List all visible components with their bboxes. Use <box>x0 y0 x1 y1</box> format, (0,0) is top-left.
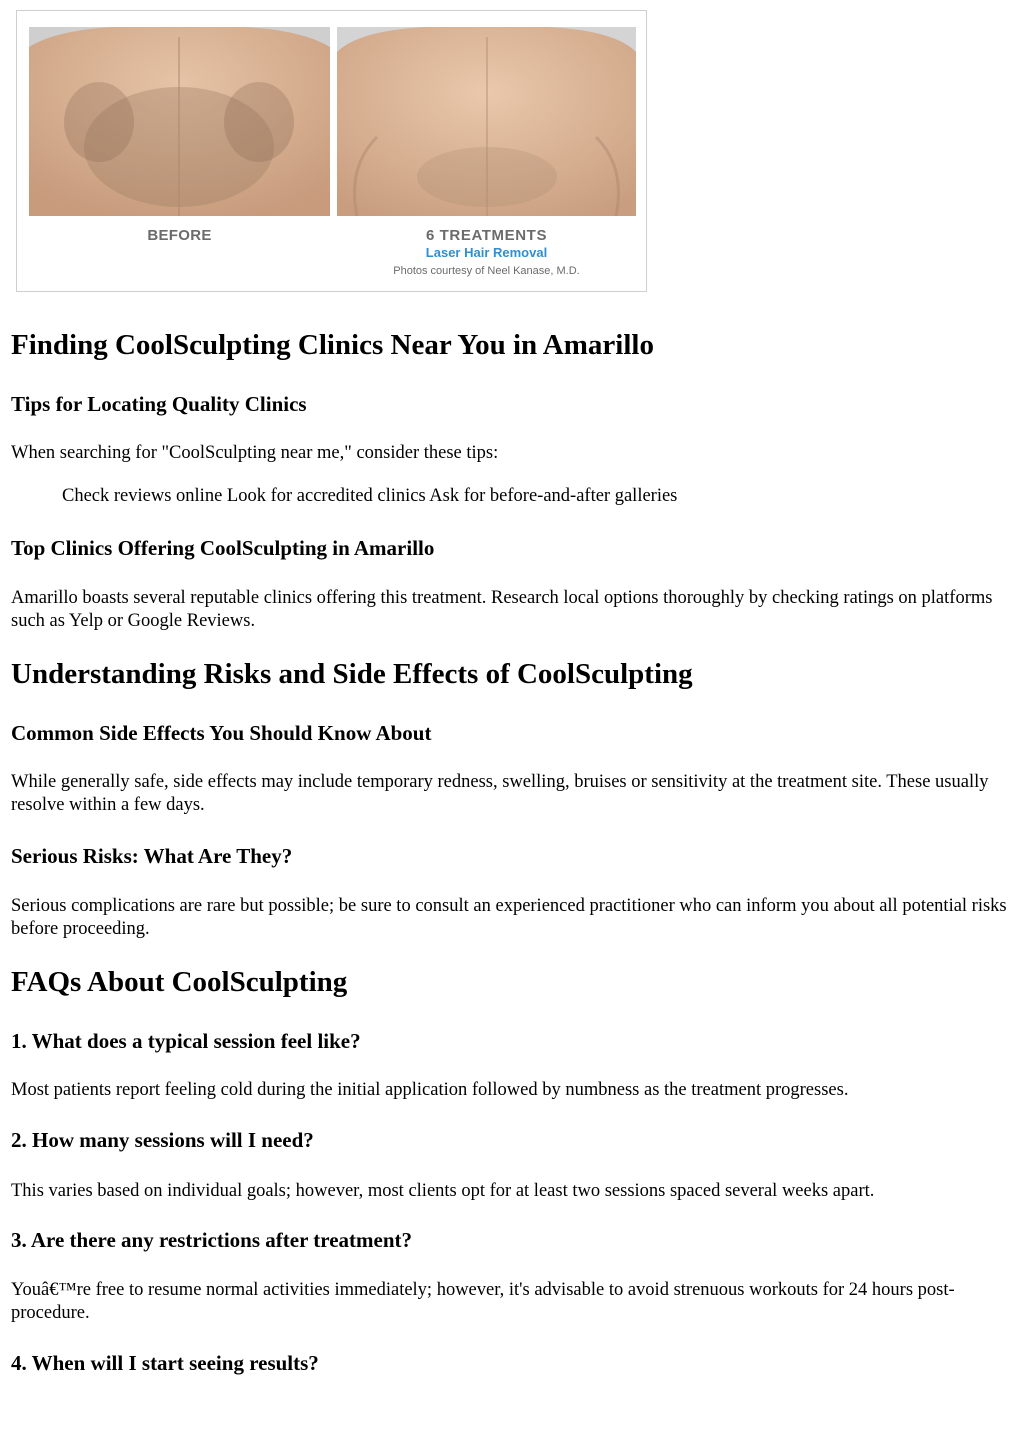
faq-question-3: 3. Are there any restrictions after treatment? <box>11 1228 413 1252</box>
faq-question-4: 4. When will I start seeing results? <box>11 1351 319 1375</box>
tips-list: Check reviews online Look for accredited clinics Ask for before-and-after galleries <box>62 486 678 506</box>
after-photo <box>337 27 636 216</box>
procedure-label: Laser Hair Removal <box>425 245 548 260</box>
tips-intro: When searching for "CoolSculpting near me," consider these tips: <box>11 443 499 463</box>
faq-question-1: 1. What does a typical session feel like? <box>11 1029 361 1053</box>
after-label: 6 TREATMENTS <box>425 227 548 244</box>
before-label: BEFORE <box>147 227 212 244</box>
before-after-figure <box>16 10 647 292</box>
photo-credit: Photos courtesy of Neel Kanase, M.D. <box>393 265 580 277</box>
subheading-common-side-effects: Common Side Effects You Should Know About <box>11 721 432 745</box>
section-title-risks: Understanding Risks and Side Effects of CoolSculpting <box>11 658 693 690</box>
top-clinics-paragraph: Amarillo boasts several reputable clinics offering this treatment. Research local options thoroughly by checking ratings on platforms such as Yelp or Google Reviews. <box>11 588 993 631</box>
subheading-tips: Tips for Locating Quality Clinics <box>11 392 307 416</box>
serious-risks-paragraph: Serious complications are rare but possible; be sure to consult an experienced practitioner who can inform you about all potential risks before proceeding. <box>11 896 1007 939</box>
faq-question-2: 2. How many sessions will I need? <box>11 1128 314 1152</box>
faq-answer-1: Most patients report feeling cold during the initial application followed by numbness as the treatment progresses. <box>11 1080 849 1100</box>
section-title-finding-clinics: Finding CoolSculpting Clinics Near You in Amarillo <box>11 329 654 361</box>
subheading-top-clinics: Top Clinics Offering CoolSculpting in Amarillo <box>11 536 435 560</box>
side-effects-paragraph: While generally safe, side effects may include temporary redness, swelling, bruises or sensitivity at the treatment site. These usually resolve within a few days. <box>11 772 989 815</box>
faq-answer-2: This varies based on individual goals; however, most clients opt for at least two sessions spaced several weeks apart. <box>11 1181 875 1201</box>
faq-answer-3: Youâ€™re free to resume normal activities immediately; however, it's advisable to avoid strenuous workouts for 24 hours post-procedure. <box>11 1280 955 1323</box>
section-title-faqs: FAQs About CoolSculpting <box>11 966 348 998</box>
before-photo <box>29 27 330 216</box>
subheading-serious-risks: Serious Risks: What Are They? <box>11 844 293 868</box>
